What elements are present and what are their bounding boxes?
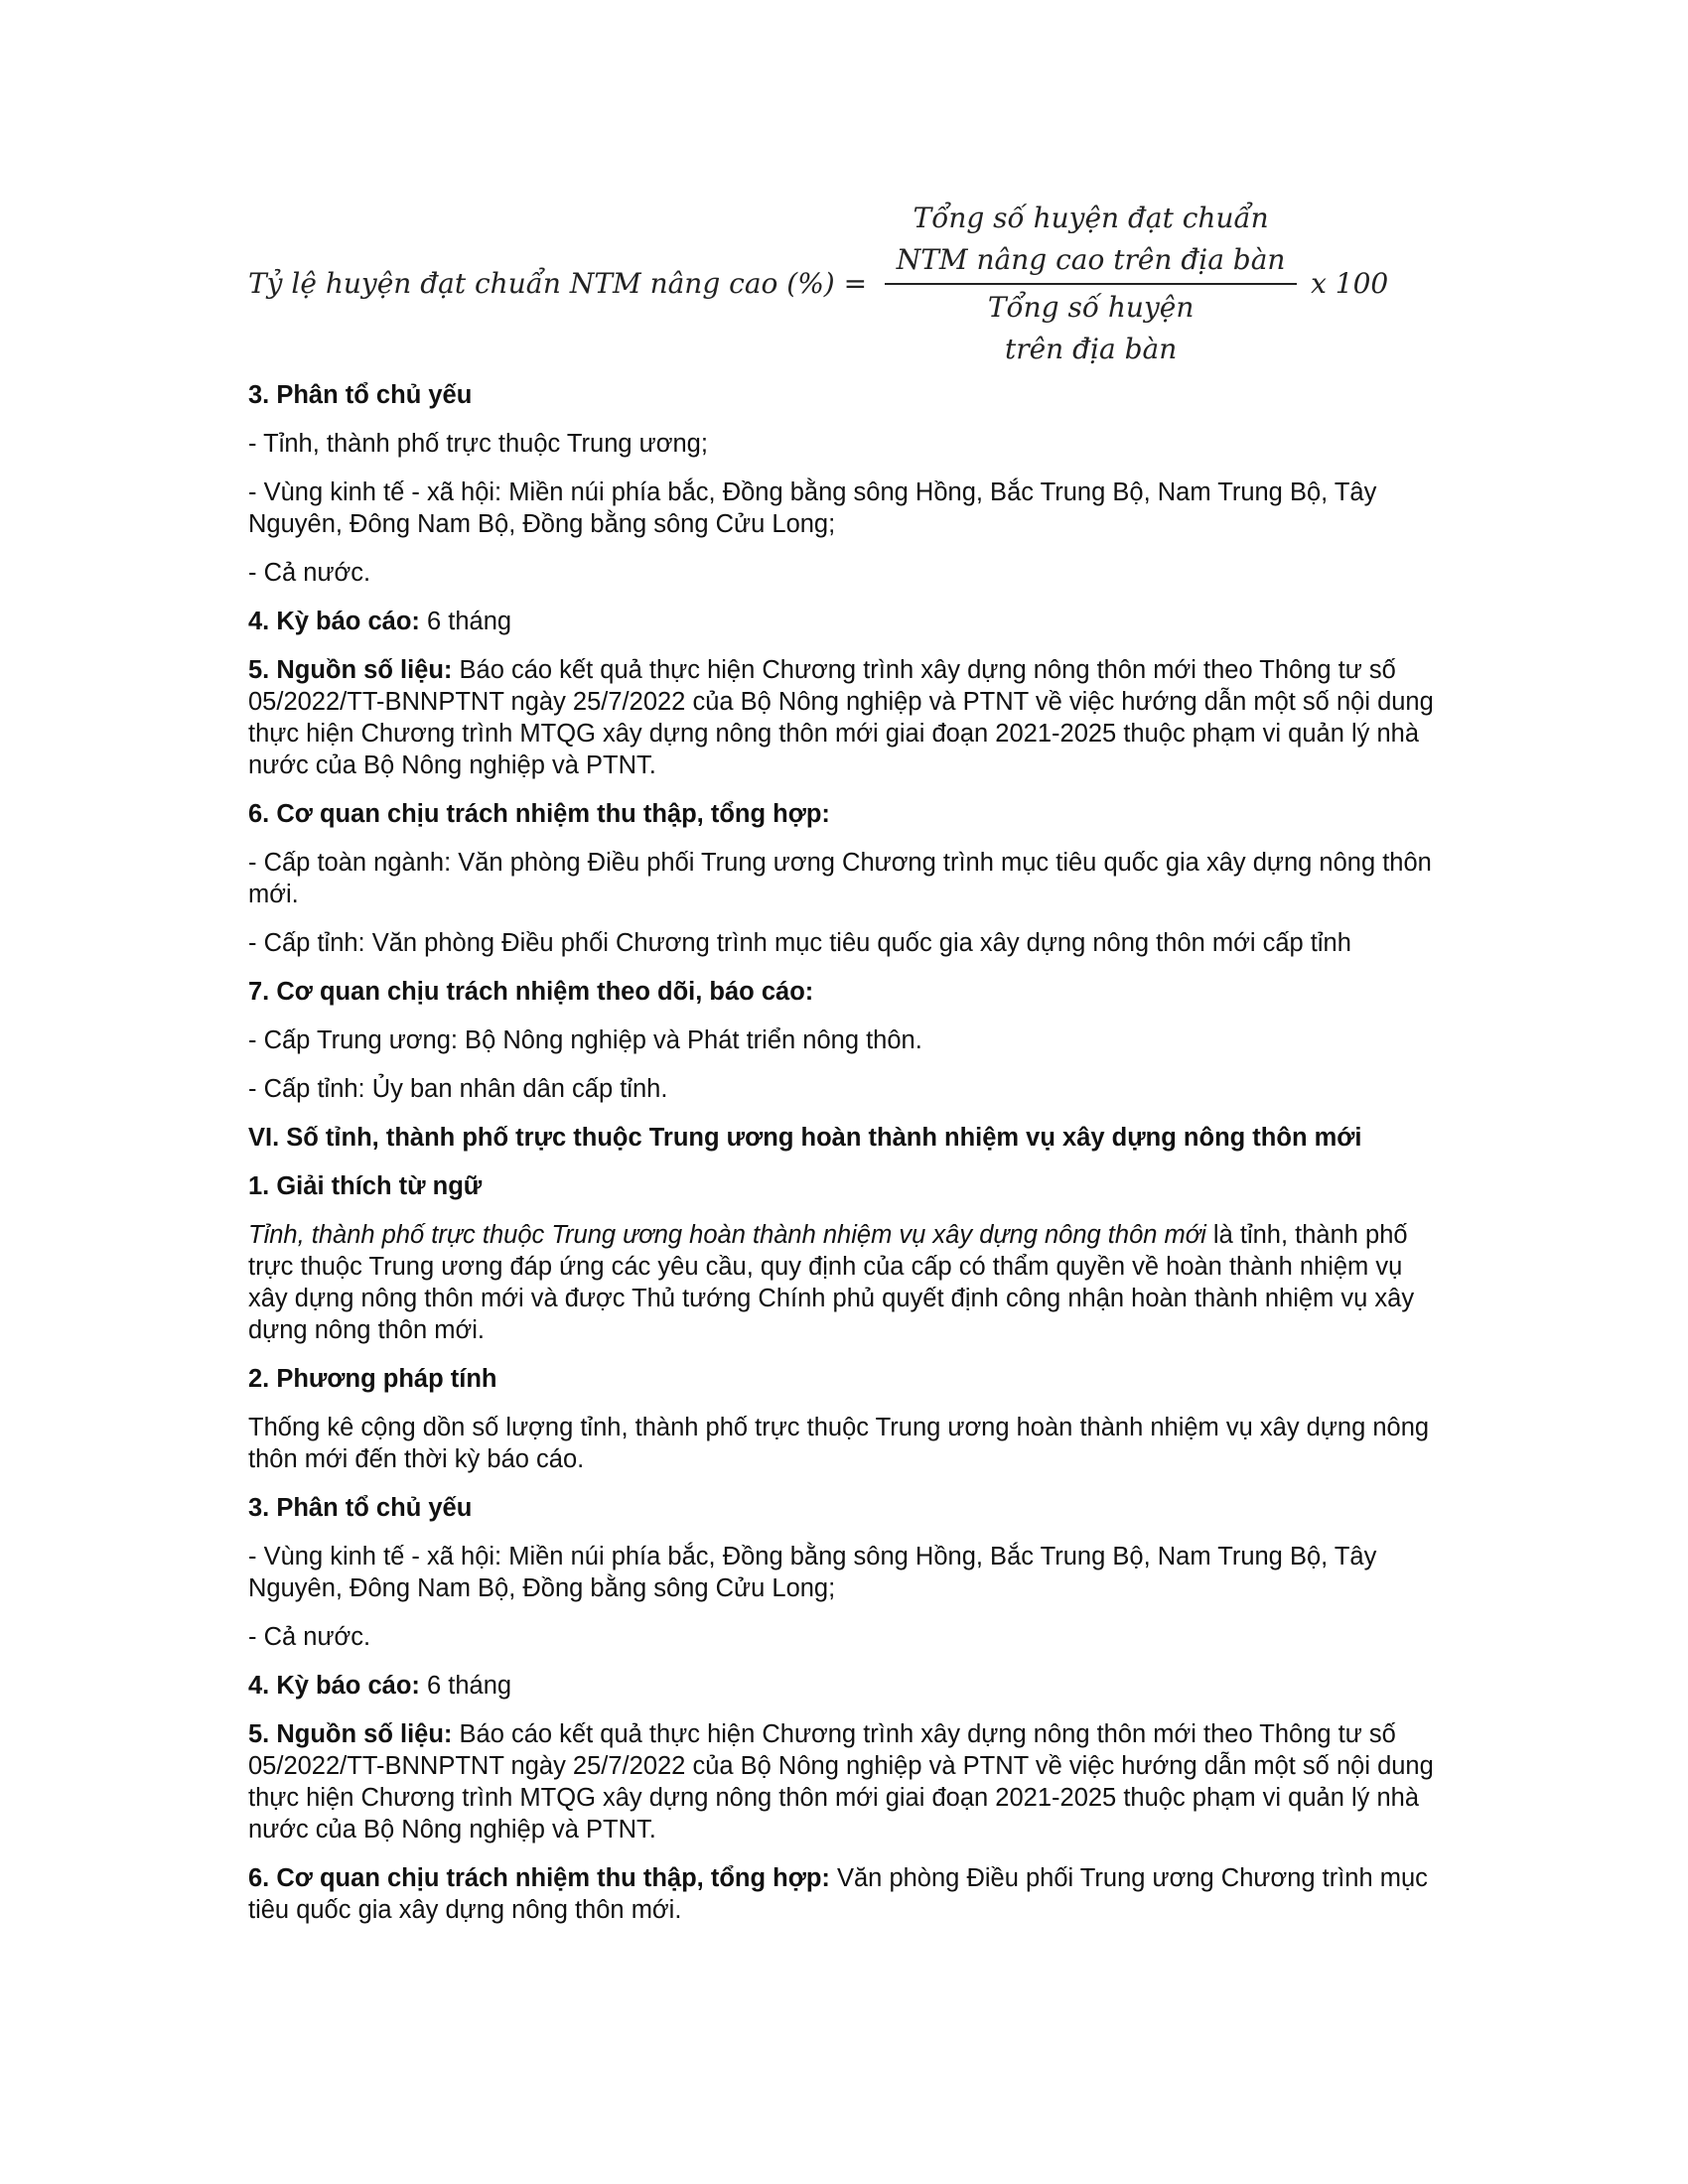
document-page [248, 199, 1440, 1943]
paragraph-text: 6 tháng [419, 608, 512, 635]
paragraph-text: Thống kê cộng dồn số lượng tỉnh, thành phố trực thuộc Trung ương hoàn thành nhiệm vụ xây dựng nông thôn mới đến thời kỳ báo cáo. [248, 1414, 1430, 1473]
section-heading: 1. Giải thích từ ngữ [248, 1172, 483, 1200]
paragraph-label: 4. Kỳ báo cáo: [248, 1672, 420, 1700]
paragraph-text: - Tỉnh, thành phố trực thuộc Trung ương; [248, 430, 708, 458]
paragraph-label: 5. Nguồn số liệu: [248, 656, 453, 684]
paragraph [248, 1412, 1440, 1475]
section-heading: 3. Phân tổ chủ yếu [248, 1494, 473, 1522]
paragraph-text: - Cấp tỉnh: Ủy ban nhân dân cấp tỉnh. [248, 1075, 668, 1103]
formula-denominator-line: Tổng số huyện [987, 291, 1195, 324]
paragraph [248, 477, 1440, 540]
section-heading: 6. Cơ quan chịu trách nhiệm thu thập, tổng hợp: [248, 800, 830, 828]
paragraph-text: Văn phòng Điều phối Trung ương Chương trình mục tiêu quốc gia xây dựng nông thôn mới. [248, 1864, 1428, 1924]
paragraph-label: 5. Nguồn số liệu: [248, 1720, 453, 1748]
paragraph [248, 1219, 1440, 1346]
paragraph-text: 6 tháng [419, 1672, 512, 1700]
paragraph [248, 1718, 1440, 1845]
paragraph [248, 1024, 1440, 1056]
paragraph-text: - Cấp tỉnh: Văn phòng Điều phối Chương trình mục tiêu quốc gia xây dựng nông thôn mới cấp tỉnh [248, 929, 1351, 957]
paragraph-text: - Vùng kinh tế - xã hội: Miền núi phía bắc, Đồng bằng sông Hồng, Bắc Trung Bộ, Nam Trung Bộ, Tây Nguyên, Đông Nam Bộ, Đồng bằng sông Cửu Long; [248, 478, 1377, 538]
paragraph [248, 847, 1440, 910]
paragraph-text: - Cấp toàn ngành: Văn phòng Điều phối Trung ương Chương trình mục tiêu quốc gia xây dựng nông thôn mới. [248, 849, 1432, 908]
paragraph-text: - Cả nước. [248, 1623, 371, 1651]
paragraph [248, 1670, 1440, 1702]
paragraph-text: - Cả nước. [248, 559, 371, 587]
paragraph-text: - Cấp Trung ương: Bộ Nông nghiệp và Phát triển nông thôn. [248, 1026, 922, 1054]
defined-term: Tỉnh, thành phố trực thuộc Trung ương hoàn thành nhiệm vụ xây dựng nông thôn mới [248, 1221, 1206, 1249]
section-heading: 3. Phân tổ chủ yếu [248, 381, 473, 409]
paragraph [248, 927, 1440, 959]
formula-lhs: Tỷ lệ huyện đạt chuẩn NTM nâng cao (%) = [248, 267, 868, 300]
paragraph-label: 4. Kỳ báo cáo: [248, 608, 420, 635]
paragraph [248, 1621, 1440, 1653]
formula-denominator-line: trên địa bàn [1004, 333, 1178, 365]
paragraph-text: Báo cáo kết quả thực hiện Chương trình xây dựng nông thôn mới theo Thông tư số 05/2022/TT-BNNPTNT ngày 25/7/2022 của Bộ Nông nghiệp và PTNT về việc hướng dẫn một số nội dung thực hiện Chương trình MTQG xây dựng nông thôn mới giai đoạn 2021-2025 thuộc phạm vi quản lý nhà nước của Bộ Nông nghiệp và PTNT. [248, 1720, 1434, 1843]
section-heading: 2. Phương pháp tính [248, 1365, 497, 1393]
document-body [248, 379, 1440, 1926]
paragraph [248, 654, 1440, 781]
paragraph [248, 1541, 1440, 1604]
paragraph-label: 6. Cơ quan chịu trách nhiệm thu thập, tổng hợp: [248, 1864, 830, 1892]
formula [248, 199, 1440, 369]
formula-numerator [897, 198, 1286, 283]
paragraph-text: Báo cáo kết quả thực hiện Chương trình xây dựng nông thôn mới theo Thông tư số 05/2022/TT-BNNPTNT ngày 25/7/2022 của Bộ Nông nghiệp và PTNT về việc hướng dẫn một số nội dung thực hiện Chương trình MTQG xây dựng nông thôn mới giai đoạn 2021-2025 thuộc phạm vi quản lý nhà nước của Bộ Nông nghiệp và PTNT. [248, 656, 1434, 779]
formula-denominator [988, 285, 1195, 370]
paragraph-text: là tỉnh, thành phố trực thuộc Trung ương đáp ứng các yêu cầu, quy định của cấp có thẩm quyền về hoàn thành nhiệm vụ xây dựng nông thôn mới và được Thủ tướng Chính phủ quyết định công nhận hoàn thành nhiệm vụ xây dựng nông thôn mới. [248, 1221, 1415, 1344]
section-heading: VI. Số tỉnh, thành phố trực thuộc Trung ương hoàn thành nhiệm vụ xây dựng nông thôn mới [248, 1124, 1362, 1152]
paragraph [248, 606, 1440, 637]
paragraph [248, 1073, 1440, 1105]
paragraph [248, 557, 1440, 589]
formula-rhs: x 100 [1311, 267, 1389, 300]
paragraph-text: - Vùng kinh tế - xã hội: Miền núi phía bắc, Đồng bằng sông Hồng, Bắc Trung Bộ, Nam Trung Bộ, Tây Nguyên, Đông Nam Bộ, Đồng bằng sông Cửu Long; [248, 1543, 1377, 1602]
formula-numerator-line: Tổng số huyện đạt chuẩn [913, 202, 1269, 234]
section-heading: 7. Cơ quan chịu trách nhiệm theo dõi, báo cáo: [248, 978, 814, 1006]
paragraph [248, 1862, 1440, 1926]
formula-numerator-line: NTM nâng cao trên địa bàn [896, 243, 1286, 276]
formula-fraction [885, 198, 1297, 370]
paragraph [248, 428, 1440, 460]
